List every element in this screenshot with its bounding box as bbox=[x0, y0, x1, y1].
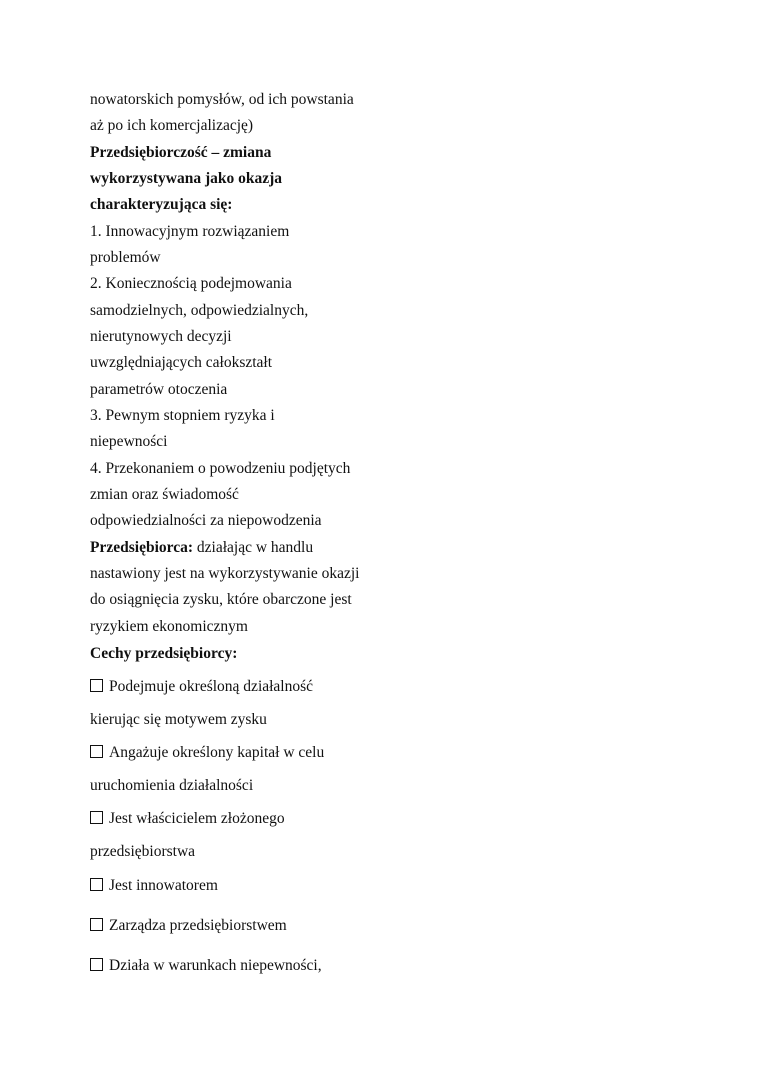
text-line bbox=[90, 591, 352, 609]
checkbox-icon bbox=[90, 679, 103, 692]
checkbox-icon bbox=[90, 918, 103, 931]
line-text: Zarządza przedsiębiorstwem bbox=[109, 917, 287, 934]
text-line bbox=[90, 539, 313, 557]
line-text: wykorzystywana jako okazja bbox=[90, 170, 283, 187]
checkbox-icon bbox=[90, 811, 103, 824]
text-line bbox=[90, 354, 272, 372]
checkbox-list-item bbox=[90, 877, 218, 895]
text-line bbox=[90, 565, 359, 583]
line-text: aż po ich komercjalizację) bbox=[90, 117, 254, 134]
line-text: nastawiony jest na wykorzystywanie okazji bbox=[90, 565, 360, 582]
line-text: Przedsiębiorczość – zmiana bbox=[90, 144, 272, 161]
text-line bbox=[90, 645, 237, 663]
text-line bbox=[90, 618, 248, 636]
line-text: samodzielnych, odpowiedzialnych, bbox=[90, 302, 309, 319]
text-line bbox=[90, 196, 232, 214]
text-line bbox=[90, 460, 350, 478]
checkbox-list-item bbox=[90, 744, 324, 762]
line-text: zmian oraz świadomość bbox=[90, 486, 239, 503]
term-label: Przedsiębiorca: bbox=[90, 539, 197, 556]
line-text: 1. Innowacyjnym rozwiązaniem bbox=[90, 223, 290, 240]
line-text: 4. Przekonaniem o powodzeniu podjętych bbox=[90, 460, 351, 477]
text-line bbox=[90, 381, 227, 399]
line-text: uwzględniających całokształt bbox=[90, 354, 273, 371]
line-text: ryzykiem ekonomicznym bbox=[90, 618, 248, 635]
checkbox-list-item bbox=[90, 678, 313, 696]
text-line bbox=[90, 407, 275, 425]
checkbox-icon bbox=[90, 745, 103, 758]
line-text: przedsiębiorstwa bbox=[90, 843, 196, 860]
text-line bbox=[90, 170, 282, 188]
line-text: Jest właścicielem złożonego bbox=[109, 810, 285, 827]
text-line bbox=[90, 144, 271, 162]
line-text: niepewności bbox=[90, 433, 168, 450]
line-text: 3. Pewnym stopniem ryzyka i bbox=[90, 407, 275, 424]
text-line bbox=[90, 302, 308, 320]
line-text: uruchomienia działalności bbox=[90, 777, 254, 794]
line-text: charakteryzująca się: bbox=[90, 196, 233, 213]
text-line bbox=[90, 512, 322, 530]
text-line bbox=[90, 711, 267, 729]
text-line bbox=[90, 486, 239, 504]
text-line bbox=[90, 249, 161, 267]
text-line bbox=[90, 777, 253, 795]
checkbox-list-item bbox=[90, 957, 322, 975]
line-text: problemów bbox=[90, 249, 161, 266]
checkbox-list-item bbox=[90, 917, 287, 935]
line-text: Cechy przedsiębiorcy: bbox=[90, 645, 238, 662]
line-text: do osiągnięcia zysku, które obarczone jest bbox=[90, 591, 352, 608]
line-text: Podejmuje określoną działalność bbox=[109, 678, 314, 695]
line-text: parametrów otoczenia bbox=[90, 381, 228, 398]
text-line bbox=[90, 328, 232, 346]
checkbox-list-item bbox=[90, 810, 285, 828]
text-line bbox=[90, 223, 289, 241]
text-line bbox=[90, 433, 167, 451]
line-text: kierując się motywem zysku bbox=[90, 711, 267, 728]
text-line bbox=[90, 91, 354, 109]
line-text: działając w handlu bbox=[196, 539, 314, 556]
checkbox-icon bbox=[90, 878, 103, 891]
text-line bbox=[90, 843, 195, 861]
text-line bbox=[90, 275, 292, 293]
line-text: nowatorskich pomysłów, od ich powstania bbox=[90, 91, 354, 108]
line-text: nierutynowych decyzji bbox=[90, 328, 232, 345]
line-text: odpowiedzialności za niepowodzenia bbox=[90, 512, 322, 529]
line-text: 2. Koniecznością podejmowania bbox=[90, 275, 292, 292]
checkbox-icon bbox=[90, 958, 103, 971]
text-line bbox=[90, 117, 253, 135]
line-text: Działa w warunkach niepewności, bbox=[109, 957, 322, 974]
line-text: Jest innowatorem bbox=[109, 877, 218, 894]
line-text: Angażuje określony kapitał w celu bbox=[109, 744, 325, 761]
